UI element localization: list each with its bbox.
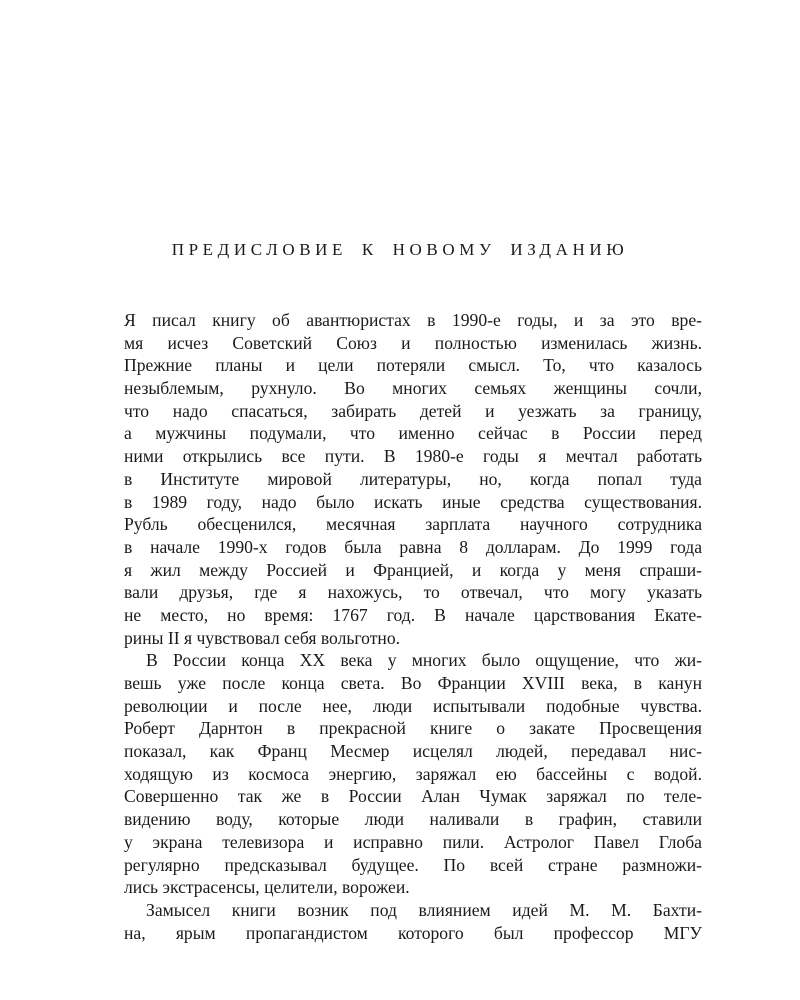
text-line: а мужчины подумали, что именно сейчас в России перед <box>124 423 702 444</box>
paragraph <box>124 899 702 944</box>
text-line: вали друзья, где я нахожусь, то отвечал, что могу указать <box>124 582 702 603</box>
text-line: Прежние планы и цели потеряли смысл. То, что казалось <box>124 355 702 376</box>
text-line: показал, как Франц Месмер исцелял людей, передавал нис- <box>124 741 702 762</box>
text-line: вешь уже после конца света. Во Франции XVIII века, в канун <box>124 673 702 693</box>
chapter-heading: ПРЕДИСЛОВИЕ К НОВОМУ ИЗДАНИЮ <box>171 240 629 259</box>
text-line: в 1989 году, надо было искать иные средства существования. <box>124 491 702 512</box>
text-line: Я писал книгу об авантюристах в 1990-е годы, и за это вре- <box>124 310 702 330</box>
text-line: в Институте мировой литературы, но, когда попал туда <box>124 468 702 489</box>
text-line: в начале 1990-х годов была равна 8 долларам. До 1999 года <box>124 536 702 557</box>
text-line: незыблемым, рухнуло. Во многих семьях женщины сочли, <box>124 378 702 399</box>
text-line: что надо спасаться, забирать детей и уезжать за границу, <box>124 400 702 421</box>
text-line: видению воду, которые люди наливали в графин, ставили <box>124 809 702 830</box>
body-text <box>124 309 702 944</box>
text-line: Роберт Дарнтон в прекрасной книге о закате Просвещения <box>124 718 702 739</box>
text-line: Замысел книги возник под влиянием идей М. М. Бахти- <box>146 899 702 920</box>
text-line: Рубль обесценился, месячная зарплата научного сотрудника <box>124 514 702 535</box>
text-line: рины II я чувствовал себя вольготно. <box>124 627 401 648</box>
paragraph <box>124 649 702 899</box>
text-line: на, ярым пропагандистом которого был профессор МГУ <box>124 922 702 943</box>
text-line: лись экстрасенсы, целители, ворожеи. <box>124 877 410 898</box>
text-line: В России конца XX века у многих было ощущение, что жи- <box>146 650 702 671</box>
text-line: ходящую из космоса энергию, заряжал ею бассейны с водой. <box>124 763 702 784</box>
text-line: ними открылись все пути. В 1980-е годы я мечтал работать <box>124 446 702 467</box>
text-line: я жил между Россией и Францией, и когда у меня спраши- <box>124 559 702 580</box>
text-line: революции и после нее, люди испытывали подобные чувства. <box>124 695 702 716</box>
text-line: у экрана телевизора и исправно пили. Астролог Павел Глоба <box>124 831 702 852</box>
text-line: Совершенно так же в России Алан Чумак заряжал по теле- <box>124 786 702 807</box>
paragraph <box>124 309 702 649</box>
text-line: регулярно предсказывал будущее. По всей стране размножи- <box>124 854 702 875</box>
text-line: мя исчез Советский Союз и полностью изменилась жизнь. <box>124 332 702 353</box>
text-line: не место, но время: 1767 год. В начале царствования Екате- <box>124 604 702 625</box>
